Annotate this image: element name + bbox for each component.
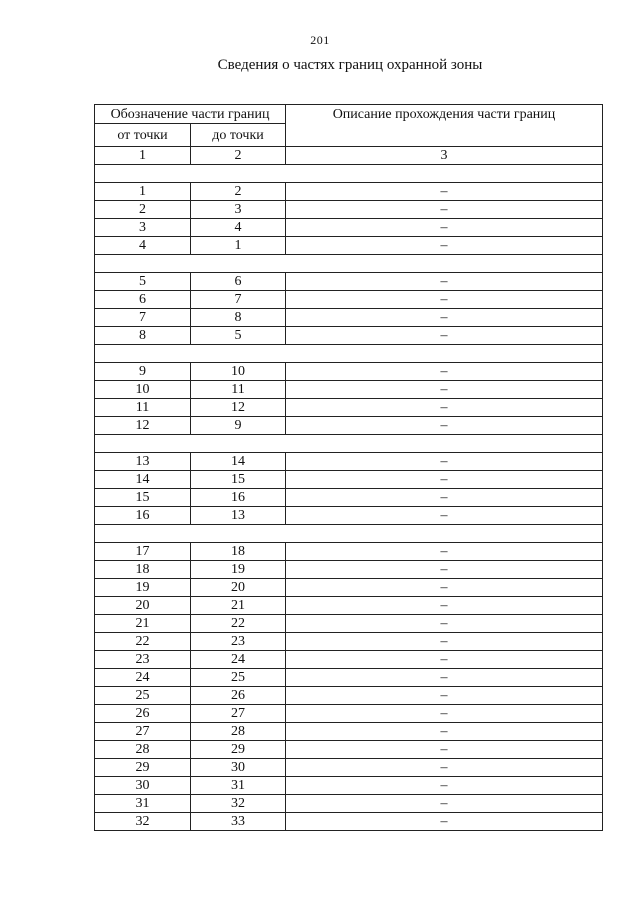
group-separator-row: [95, 255, 603, 273]
column-number-1: 1: [95, 147, 191, 165]
to-point-cell: 12: [191, 399, 286, 417]
from-point-cell: 5: [95, 273, 191, 291]
description-cell: –: [286, 777, 603, 795]
table-row: [95, 615, 603, 633]
to-point-cell: 23: [191, 633, 286, 651]
table-row: [95, 453, 603, 471]
header-boundary-part-designation: Обозначение части границ: [95, 105, 286, 124]
group-separator-cell: [95, 255, 603, 273]
from-point-cell: 11: [95, 399, 191, 417]
description-cell: –: [286, 309, 603, 327]
to-point-cell: 8: [191, 309, 286, 327]
to-point-cell: 31: [191, 777, 286, 795]
description-cell: –: [286, 687, 603, 705]
from-point-cell: 27: [95, 723, 191, 741]
description-cell: –: [286, 597, 603, 615]
description-cell: –: [286, 327, 603, 345]
to-point-cell: 30: [191, 759, 286, 777]
description-cell: –: [286, 723, 603, 741]
table-row: [95, 813, 603, 831]
column-number-row: [95, 147, 603, 165]
from-point-cell: 20: [95, 597, 191, 615]
document-title: Сведения о частях границ охранной зоны: [217, 57, 483, 73]
description-cell: –: [286, 381, 603, 399]
description-cell: –: [286, 813, 603, 831]
group-separator-row: [95, 435, 603, 453]
from-point-cell: 14: [95, 471, 191, 489]
from-point-cell: 6: [95, 291, 191, 309]
table-row: [95, 777, 603, 795]
table-row: [95, 507, 603, 525]
from-point-cell: 32: [95, 813, 191, 831]
table-row: [95, 633, 603, 651]
to-point-cell: 9: [191, 417, 286, 435]
table-row: [95, 543, 603, 561]
to-point-cell: 18: [191, 543, 286, 561]
from-point-cell: 16: [95, 507, 191, 525]
description-cell: –: [286, 471, 603, 489]
table-row: [95, 273, 603, 291]
description-cell: –: [286, 795, 603, 813]
description-cell: –: [286, 633, 603, 651]
from-point-cell: 30: [95, 777, 191, 795]
from-point-cell: 1: [95, 183, 191, 201]
table-row: [95, 759, 603, 777]
to-point-cell: 11: [191, 381, 286, 399]
to-point-cell: 29: [191, 741, 286, 759]
from-point-cell: 29: [95, 759, 191, 777]
group-separator-row: [95, 165, 603, 183]
from-point-cell: 12: [95, 417, 191, 435]
description-cell: –: [286, 579, 603, 597]
group-separator-cell: [95, 525, 603, 543]
table-row: [95, 705, 603, 723]
table-row: [95, 327, 603, 345]
description-cell: –: [286, 507, 603, 525]
table-row: [95, 237, 603, 255]
from-point-cell: 4: [95, 237, 191, 255]
from-point-cell: 28: [95, 741, 191, 759]
table-row: [95, 489, 603, 507]
to-point-cell: 16: [191, 489, 286, 507]
to-point-cell: 15: [191, 471, 286, 489]
column-number-3: 3: [286, 147, 603, 165]
table-body: [95, 105, 603, 831]
table-row: [95, 561, 603, 579]
from-point-cell: 23: [95, 651, 191, 669]
table-row: [95, 597, 603, 615]
page-number: 201: [310, 33, 330, 47]
description-cell: –: [286, 759, 603, 777]
to-point-cell: 1: [191, 237, 286, 255]
to-point-cell: 22: [191, 615, 286, 633]
group-separator-cell: [95, 345, 603, 363]
table-row: [95, 183, 603, 201]
table-row: [95, 201, 603, 219]
to-point-cell: 14: [191, 453, 286, 471]
to-point-cell: 25: [191, 669, 286, 687]
table-row: [95, 651, 603, 669]
to-point-cell: 19: [191, 561, 286, 579]
to-point-cell: 2: [191, 183, 286, 201]
to-point-cell: 26: [191, 687, 286, 705]
description-cell: –: [286, 669, 603, 687]
from-point-cell: 2: [95, 201, 191, 219]
to-point-cell: 4: [191, 219, 286, 237]
from-point-cell: 25: [95, 687, 191, 705]
description-cell: –: [286, 561, 603, 579]
description-cell: –: [286, 183, 603, 201]
description-cell: –: [286, 237, 603, 255]
table-row: [95, 579, 603, 597]
from-point-cell: 7: [95, 309, 191, 327]
from-point-cell: 22: [95, 633, 191, 651]
to-point-cell: 3: [191, 201, 286, 219]
table-row: [95, 723, 603, 741]
table-row: [95, 417, 603, 435]
table-header-row: [95, 105, 603, 124]
table-row: [95, 381, 603, 399]
from-point-cell: 18: [95, 561, 191, 579]
from-point-cell: 21: [95, 615, 191, 633]
description-cell: –: [286, 651, 603, 669]
to-point-cell: 6: [191, 273, 286, 291]
table-row: [95, 795, 603, 813]
description-cell: –: [286, 615, 603, 633]
header-from-point: от точки: [95, 124, 191, 147]
description-cell: –: [286, 741, 603, 759]
from-point-cell: 24: [95, 669, 191, 687]
group-separator-cell: [95, 165, 603, 183]
boundary-parts-table: [94, 104, 603, 831]
from-point-cell: 19: [95, 579, 191, 597]
table-row: [95, 219, 603, 237]
to-point-cell: 10: [191, 363, 286, 381]
table-row: [95, 399, 603, 417]
description-cell: –: [286, 489, 603, 507]
from-point-cell: 3: [95, 219, 191, 237]
description-cell: –: [286, 273, 603, 291]
header-to-point: до точки: [191, 124, 286, 147]
description-cell: –: [286, 219, 603, 237]
group-separator-row: [95, 345, 603, 363]
from-point-cell: 10: [95, 381, 191, 399]
table-row: [95, 471, 603, 489]
to-point-cell: 33: [191, 813, 286, 831]
description-cell: –: [286, 543, 603, 561]
from-point-cell: 13: [95, 453, 191, 471]
from-point-cell: 26: [95, 705, 191, 723]
to-point-cell: 28: [191, 723, 286, 741]
to-point-cell: 13: [191, 507, 286, 525]
from-point-cell: 15: [95, 489, 191, 507]
from-point-cell: 8: [95, 327, 191, 345]
to-point-cell: 20: [191, 579, 286, 597]
header-boundary-description: Описание прохождения части границ: [286, 105, 603, 147]
description-cell: –: [286, 453, 603, 471]
table-row: [95, 363, 603, 381]
table-row: [95, 741, 603, 759]
table-row: [95, 669, 603, 687]
to-point-cell: 21: [191, 597, 286, 615]
from-point-cell: 9: [95, 363, 191, 381]
table-row: [95, 291, 603, 309]
from-point-cell: 17: [95, 543, 191, 561]
to-point-cell: 7: [191, 291, 286, 309]
description-cell: –: [286, 705, 603, 723]
to-point-cell: 5: [191, 327, 286, 345]
to-point-cell: 27: [191, 705, 286, 723]
description-cell: –: [286, 399, 603, 417]
description-cell: –: [286, 417, 603, 435]
group-separator-cell: [95, 435, 603, 453]
from-point-cell: 31: [95, 795, 191, 813]
table-row: [95, 687, 603, 705]
description-cell: –: [286, 363, 603, 381]
description-cell: –: [286, 201, 603, 219]
group-separator-row: [95, 525, 603, 543]
to-point-cell: 32: [191, 795, 286, 813]
to-point-cell: 24: [191, 651, 286, 669]
table-row: [95, 309, 603, 327]
column-number-2: 2: [191, 147, 286, 165]
description-cell: –: [286, 291, 603, 309]
